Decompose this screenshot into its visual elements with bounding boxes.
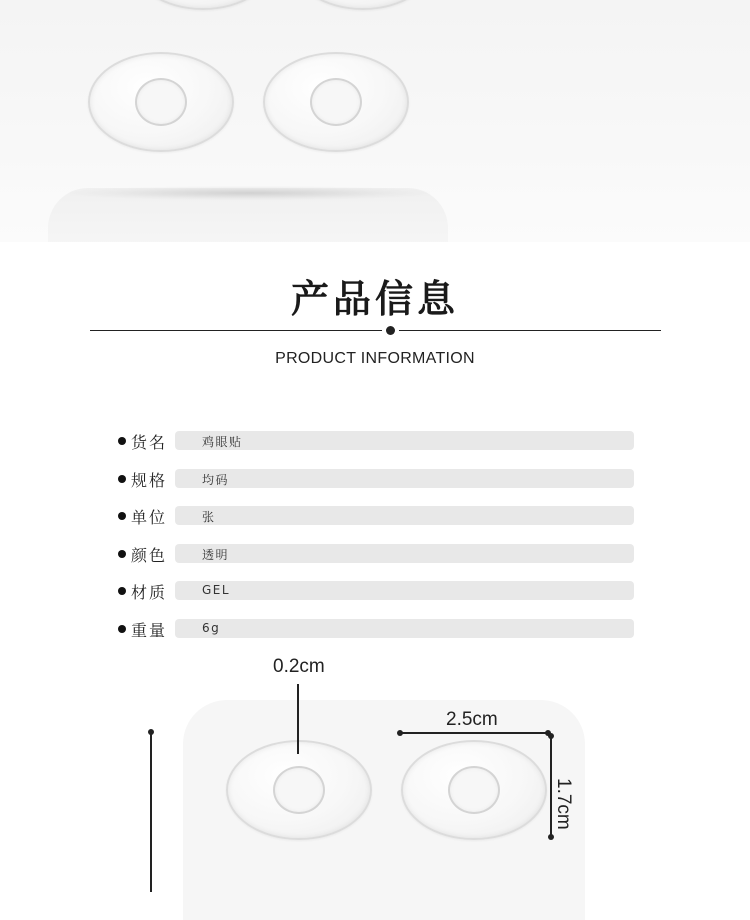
- info-value: GEL: [202, 583, 231, 597]
- bullet-icon: [118, 475, 126, 483]
- info-value: 张: [202, 510, 216, 524]
- bullet-icon: [118, 437, 126, 445]
- divider-line: [90, 330, 661, 331]
- tray-height-line: [150, 732, 152, 892]
- tray-shadow: [70, 186, 430, 200]
- bullet-icon: [118, 550, 126, 558]
- info-value-bar: [175, 581, 634, 600]
- info-label: 重量: [131, 621, 168, 640]
- section-title: 产品信息: [290, 277, 459, 321]
- width-line-start: [397, 730, 403, 736]
- gel-pad-right-diagram: [401, 740, 547, 840]
- info-value-bar: [175, 469, 634, 488]
- gel-pad-right: [263, 52, 409, 152]
- thickness-pointer-line: [297, 684, 299, 754]
- bullet-icon: [118, 625, 126, 633]
- divider-dot: [386, 326, 395, 335]
- section-subtitle: PRODUCT INFORMATION: [275, 350, 475, 367]
- height-line-end: [548, 834, 554, 840]
- width-line: [400, 732, 550, 734]
- info-value-bar: [175, 619, 634, 638]
- gel-pad-left-diagram: [226, 740, 372, 840]
- info-value-bar: [175, 506, 634, 525]
- tray-height-line-start: [148, 729, 154, 735]
- info-value: 鸡眼贴: [202, 435, 243, 449]
- info-value-bar: [175, 544, 634, 563]
- info-value: 透明: [202, 548, 230, 562]
- product-photo: [0, 0, 750, 242]
- info-value: 6g: [202, 621, 221, 635]
- width-label: 2.5cm: [446, 709, 498, 730]
- bullet-icon: [118, 587, 126, 595]
- height-line-start: [548, 733, 554, 739]
- gel-pad-left: [88, 52, 234, 152]
- info-value-bar: [175, 431, 634, 450]
- gel-pad-top-partial-right: [290, 0, 436, 10]
- thickness-label: 0.2cm: [273, 656, 325, 677]
- info-label: 单位: [131, 508, 168, 527]
- info-label: 货名: [131, 433, 168, 452]
- gel-pad-top-partial-left: [130, 0, 276, 10]
- info-label: 规格: [131, 471, 168, 490]
- info-value: 均码: [202, 473, 230, 487]
- info-label: 材质: [131, 583, 168, 602]
- height-label: 1.7cm: [553, 778, 574, 830]
- info-label: 颜色: [131, 546, 168, 565]
- bullet-icon: [118, 512, 126, 520]
